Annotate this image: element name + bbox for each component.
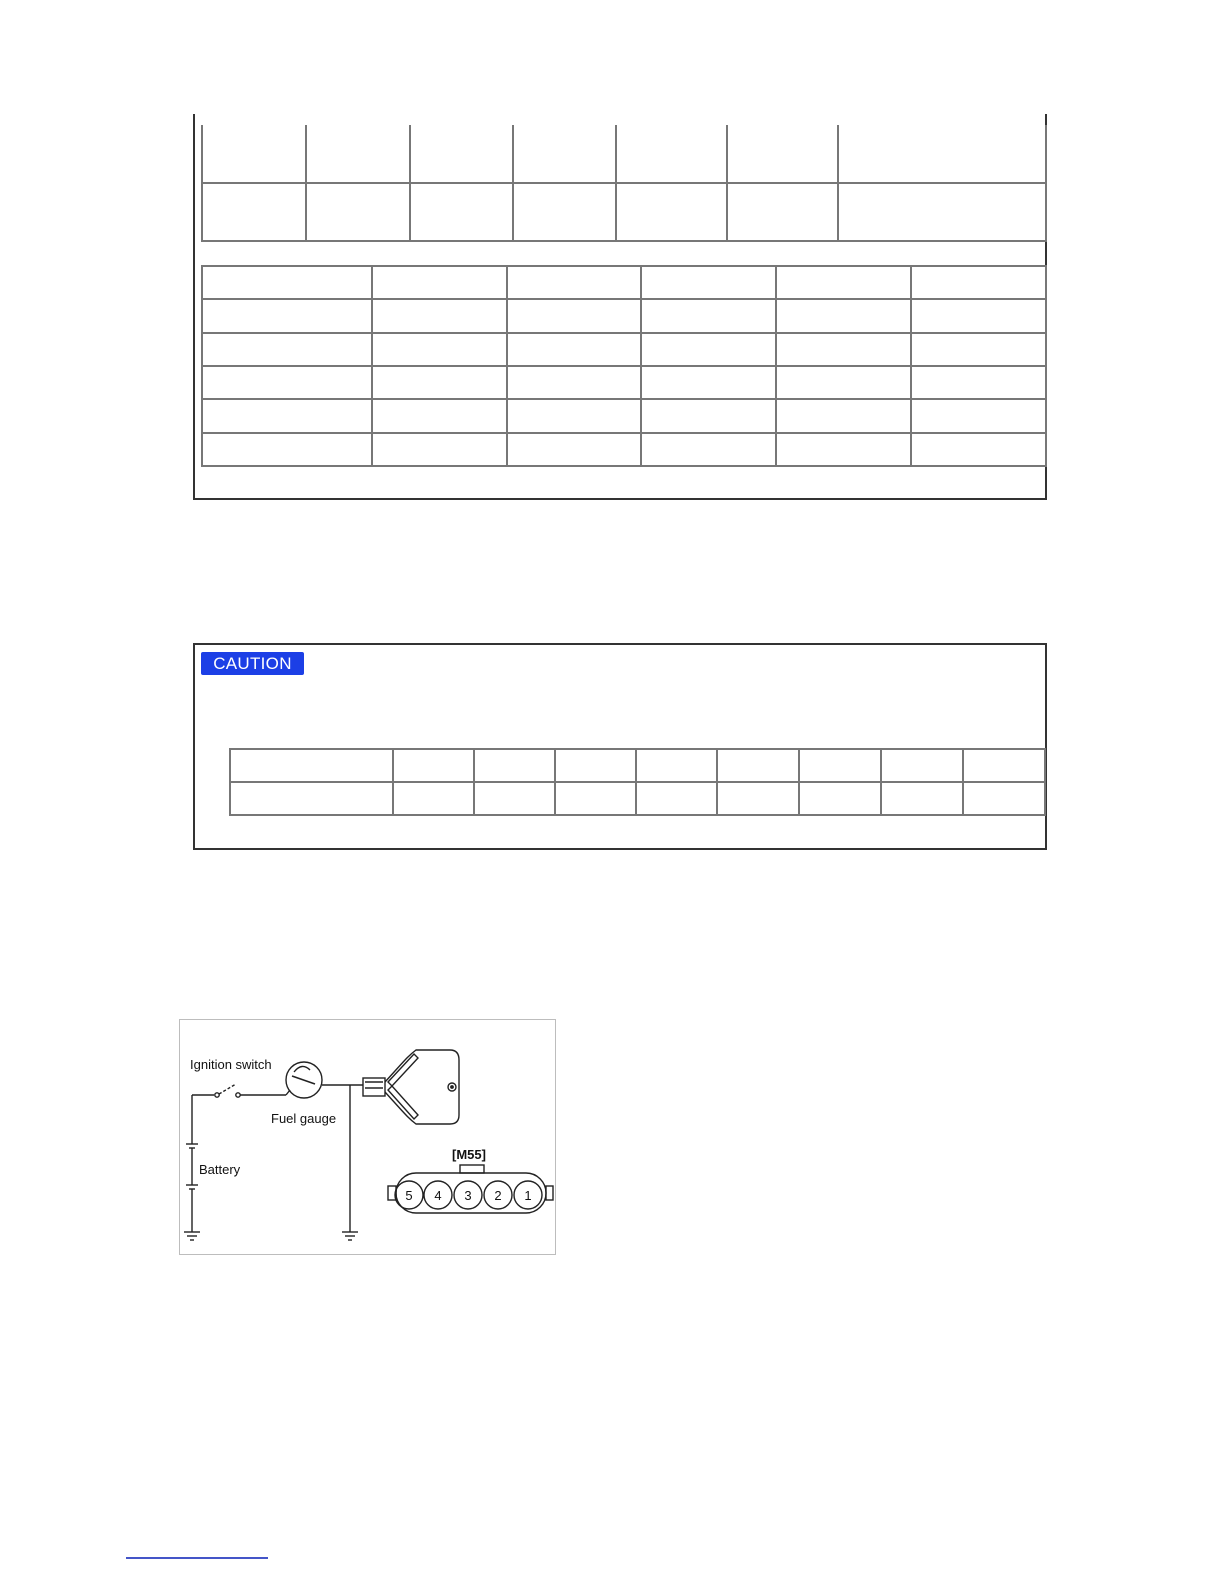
pin-label: 1 (524, 1188, 532, 1203)
pin-label: 2 (494, 1188, 502, 1203)
connector-label: [M55] (452, 1147, 486, 1162)
table-row (230, 749, 1045, 782)
middle-table (201, 265, 1047, 467)
caution-table (229, 748, 1046, 816)
pin-label: 5 (405, 1188, 413, 1203)
fuel-sender-circuit-figure (179, 1019, 556, 1255)
top-table (201, 125, 1047, 242)
table-row (202, 125, 1046, 183)
table-row (202, 183, 1046, 241)
pin-label: 4 (434, 1188, 442, 1203)
battery-label: Battery (199, 1162, 241, 1177)
table-row (202, 299, 1046, 332)
footer-link-underline[interactable] (126, 1557, 268, 1559)
table-row (230, 782, 1045, 815)
table-row (202, 399, 1046, 432)
pin-label: 3 (464, 1188, 472, 1203)
table-row (202, 366, 1046, 399)
ignition-switch-label: Ignition switch (190, 1057, 272, 1072)
table-row (202, 433, 1046, 466)
caution-panel (193, 643, 1047, 850)
circuit-diagram (180, 1020, 555, 1254)
caution-badge: CAUTION (201, 652, 304, 675)
table-row (202, 266, 1046, 299)
fuel-gauge-label: Fuel gauge (271, 1111, 337, 1126)
table-row (202, 333, 1046, 366)
